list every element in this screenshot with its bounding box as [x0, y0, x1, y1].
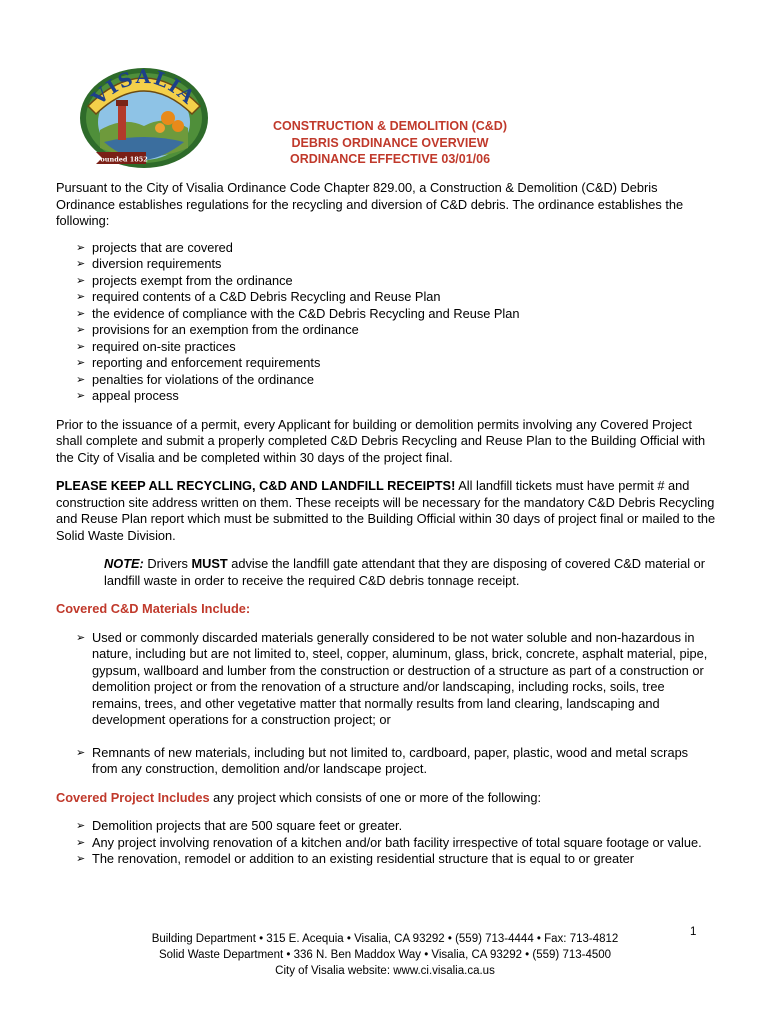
list-item: ➢ Any project involving renovation of a kitchen and/or bath facility irrespective of total square footage or value. [78, 835, 716, 852]
list-item: ➢ appeal process [78, 388, 716, 405]
city-of-visalia-seal [74, 58, 214, 170]
footer-website: City of Visalia website: www.ci.visalia.ca.us [275, 965, 495, 977]
heading-line-2: DEBRIS ORDINANCE OVERVIEW [291, 135, 489, 150]
list-item: ➢ Demolition projects that are 500 square feet or greater. [78, 818, 716, 835]
footer-solid-waste: Solid Waste Department • 336 N. Ben Maddox Way • Visalia, CA 93292 • (559) 713-4500 [158, 949, 612, 961]
list-item: ➢ penalties for violations of the ordinance [78, 372, 716, 389]
note-label: NOTE: [104, 556, 144, 571]
document-body [56, 180, 716, 880]
list-item: ➢ projects exempt from the ordinance [78, 273, 716, 290]
seal-wordmark: VISALIA [87, 65, 201, 110]
note-must: MUST [191, 556, 228, 571]
list-item: ➢ projects that are covered [78, 240, 716, 257]
page-number: 1 [690, 926, 697, 938]
covered-projects-title: Covered Project Includes [56, 789, 210, 805]
list-item: ➢ diversion requirements [78, 256, 716, 273]
list-item: ➢ required contents of a C&D Debris Recycling and Reuse Plan [78, 289, 716, 306]
heading-line-3: ORDINANCE EFFECTIVE 03/01/06 [289, 152, 491, 166]
document-heading [200, 118, 580, 168]
list-item: ➢ reporting and enforcement requirements [78, 355, 716, 372]
covered-materials-list [56, 630, 716, 778]
keep-receipts-emphasis: PLEASE KEEP ALL RECYCLING, C&D AND LANDFILL RECEIPTS! [56, 478, 456, 493]
list-item: ➢ The renovation, remodel or addition to an existing residential structure that is equal to or greater [78, 851, 716, 868]
covered-materials-title: Covered C&D Materials Include: [56, 601, 251, 616]
heading-line-1: CONSTRUCTION & DEMOLITION (C&D) [272, 119, 507, 133]
document-footer [60, 931, 710, 979]
list-item: ➢ Used or commonly discarded materials generally considered to be not water soluble and non-hazardous in nature, including but are not limited to, steel, copper, aluminum, glass, brick, concrete, asphalt material, pipe, gypsum, wallboard and lumber from the construction or destruction of a structure as part of a construction or demolition project or from the renovation of a structure and/or landscaping, including rocks, soils, tree remains, trees, and other vegetative matter that normally results from land clearing, landscaping and development operations for a construction project; or [78, 630, 716, 729]
intro-paragraph: Pursuant to the City of Visalia Ordinance Code Chapter 829.00, a Construction & Demolition (C&D) Debris Ordinance establishes regulations for the recycling and diversion of C&D debris. The ordinance establishes the following: [56, 180, 684, 228]
driver-note: NOTE: Drivers MUST advise the landfill gate attendant that they are disposing of covered C&D material or landfill waste in order to receive the required C&D debris tonnage receipt. [104, 556, 706, 588]
list-item: ➢ Remnants of new materials, including but not limited to, cardboard, paper, plastic, wood and metal scraps from any construction, demolition and/or landscape project. [78, 745, 716, 778]
covered-projects-list [56, 818, 716, 868]
keep-receipts-paragraph [56, 478, 716, 544]
list-item: ➢ provisions for an exemption from the ordinance [78, 322, 716, 339]
keep-receipts-text: All landfill tickets must have permit # and construction site address written on them. These receipts will be necessary for the mandatory C&D Debris Recycling and Reuse Plan report which must be submitted to the Building Official within 30 days of project final or mailed to the Solid Waste Division. [56, 478, 716, 543]
permit-requirement-paragraph: Prior to the issuance of a permit, every Applicant for building or demolition permits involving any Covered Project shall complete and submit a properly completed C&D Debris Recycling and Reuse Plan to the Building Official with the City of Visalia and be completed within 30 days of the project final. [56, 416, 706, 465]
covered-projects-intro: Covered Project Includes any project which consists of one or more of the following: [56, 789, 542, 805]
list-item: ➢ required on-site practices [78, 339, 716, 356]
footer-building-department: Building Department • 315 E. Acequia • Visalia, CA 93292 • (559) 713-4444 • Fax: 713-4812 [151, 933, 619, 945]
seal-founded-text: Founded 1852 [96, 155, 148, 164]
list-item: ➢ the evidence of compliance with the C&D Debris Recycling and Reuse Plan [78, 306, 716, 323]
ordinance-establishes-list [56, 240, 716, 405]
